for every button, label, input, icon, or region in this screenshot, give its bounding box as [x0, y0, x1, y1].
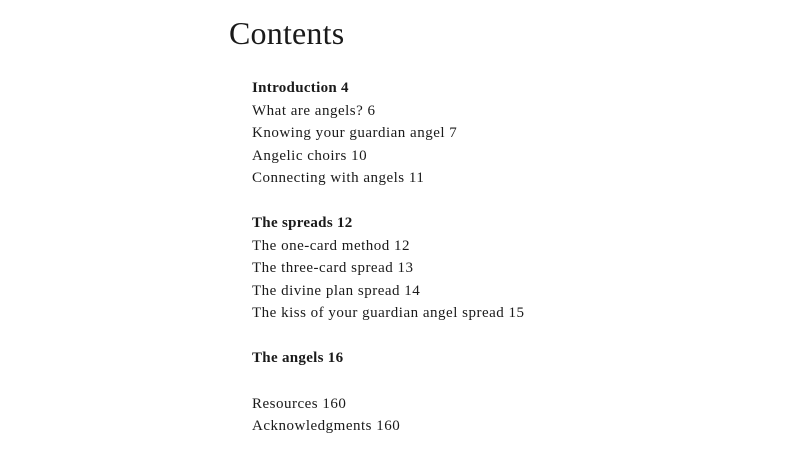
section-heading-introduction[interactable]: Introduction 4 [252, 80, 349, 96]
table-of-contents [252, 0, 772, 449]
toc-entry[interactable]: Angelic choirs 10 [252, 148, 368, 164]
toc-entry[interactable]: Knowing your guardian angel 7 [252, 125, 458, 141]
toc-entry[interactable]: The three-card spread 13 [252, 260, 414, 276]
toc-entry[interactable]: The one-card method 12 [252, 238, 411, 254]
toc-entry-resources[interactable]: Resources 160 [252, 396, 347, 412]
section-heading-angels[interactable]: The angels 16 [252, 350, 344, 366]
toc-entry[interactable]: Connecting with angels 11 [252, 170, 425, 186]
toc-entry[interactable]: The kiss of your guardian angel spread 15 [252, 305, 525, 321]
page-title: Contents [229, 15, 345, 51]
toc-entry[interactable]: The divine plan spread 14 [252, 283, 421, 299]
toc-entry-acknowledgments[interactable]: Acknowledgments 160 [252, 418, 401, 434]
toc-entry[interactable]: What are angels? 6 [252, 103, 376, 119]
section-heading-spreads[interactable]: The spreads 12 [252, 215, 353, 231]
